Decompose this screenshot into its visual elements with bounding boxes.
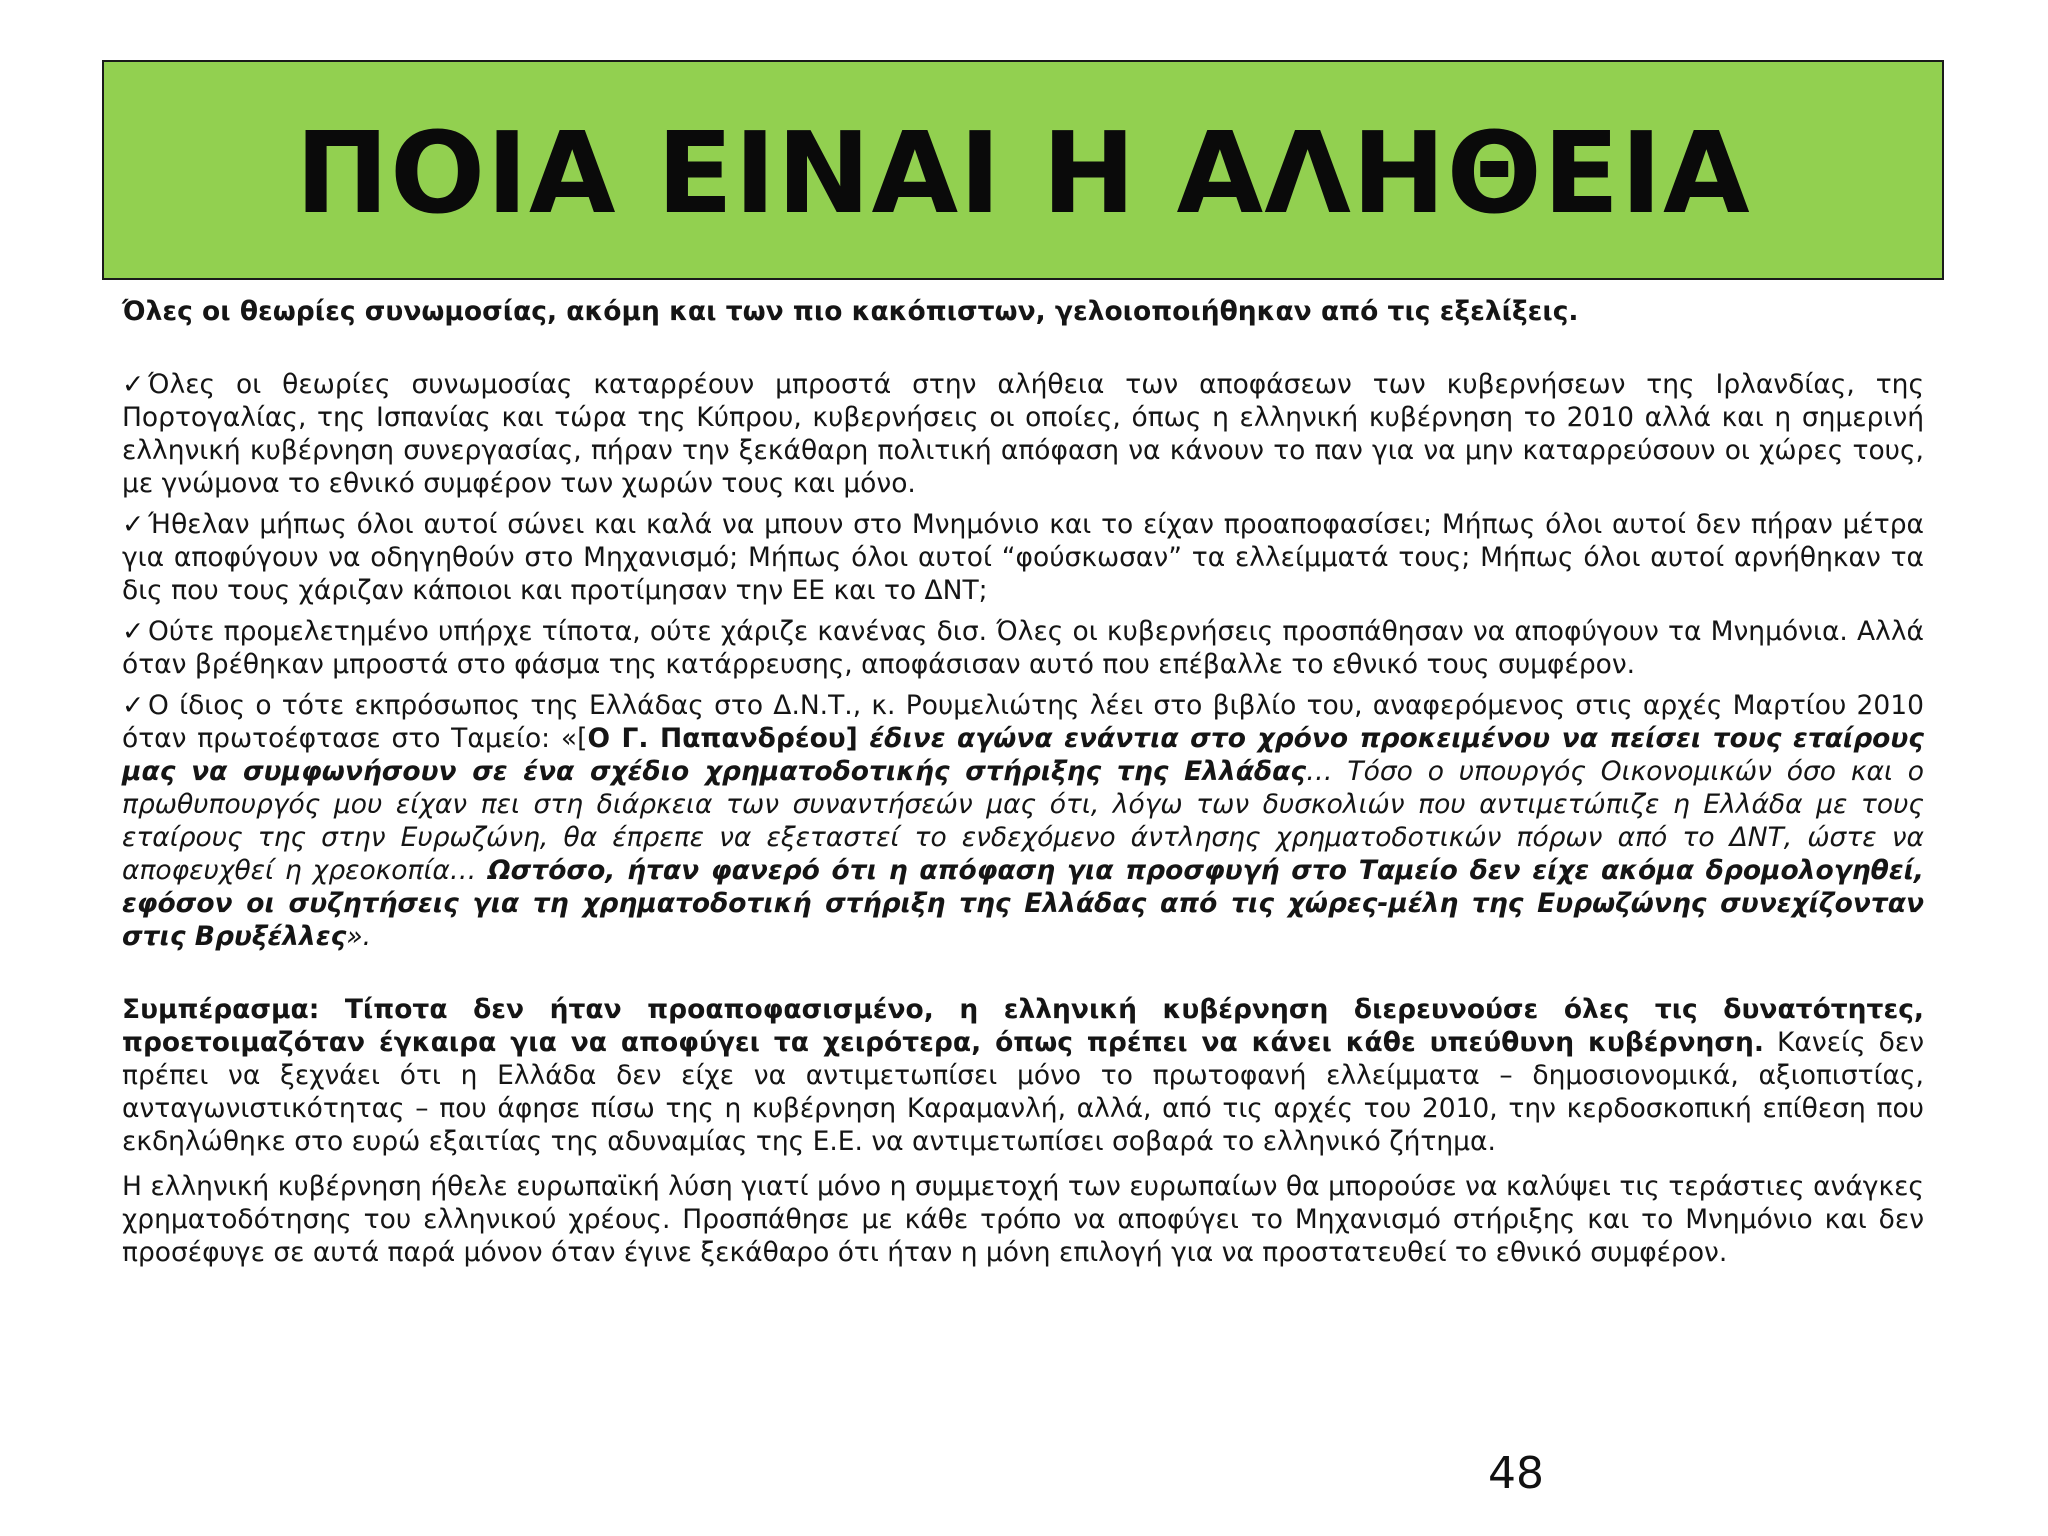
check-icon: ✓	[122, 616, 145, 647]
check-icon: ✓	[122, 509, 145, 540]
check-icon: ✓	[122, 369, 145, 400]
final-paragraph: Η ελληνική κυβέρνηση ήθελε ευρωπαϊκή λύση γιατί μόνο η συμμετοχή των ευρωπαίων θα μπορούσε να καλύψει τις τεράστιες ανάγκες χρηματοδότησης του ελληνικού χρέους. Προσπάθησε με κάθε τρόπο να αποφύγει το Μηχανισμό στήριξης και το Μνημόνιο και δεν προσέφυγε σε αυτά παρά μόνον όταν έγινε ξεκάθαρο ότι ήταν η μόνη επιλογή για να προστατευθεί το εθνικό συμφέρον.	[122, 1171, 1924, 1268]
quote-bracket-name: Ο Γ. Παπανδρέου]	[587, 723, 858, 754]
conclusion-paragraph	[122, 993, 1924, 1158]
title-banner	[102, 60, 1944, 280]
spacer	[122, 961, 1924, 993]
bullet-text: Ήθελαν μήπως όλοι αυτοί σώνει και καλά να μπουν στο Μνημόνιο και το είχαν προαποφασίσει; Μήπως όλοι αυτοί δεν πήραν μέτρα για αποφύγουν να οδηγηθούν στο Μηχανισμό; Μήπως όλοι αυτοί “φούσκωσαν” τα ελλείμματά τους; Μήπως όλοι αυτοί αρνήθηκαν τα δις που τους χάριζαν κάποιοι και προτίμησαν την ΕΕ και το ΔΝΤ;	[122, 509, 1924, 606]
page-number: 48	[1488, 1448, 1544, 1499]
bullet-item-1	[122, 368, 1924, 500]
bullet-item-4	[122, 689, 1924, 953]
conclusion-bold: Συμπέρασμα: Τίποτα δεν ήταν προαποφασισμένο, η ελληνική κυβέρνηση διερευνούσε όλες τις δυνατότητες, προετοιμαζόταν έγκαιρα για να αποφύγει τα χειρότερα, όπως πρέπει να κάνει κάθε υπεύθυνη κυβέρνηση.	[122, 994, 1924, 1058]
bullet-item-3	[122, 615, 1924, 681]
lead-statement: Όλες οι θεωρίες συνωμοσίας, ακόμη και των πιο κακόπιστων, γελοιοποιήθηκαν από τις εξελίξεις.	[122, 296, 1579, 327]
bullet-item-2	[122, 508, 1924, 607]
bullet-text: Όλες οι θεωρίες συνωμοσίας καταρρέουν μπροστά στην αλήθεια των αποφάσεων των κυβερνήσεων της Ιρλανδίας, της Πορτογαλίας, της Ισπανίας και τώρα της Κύπρου, κυβερνήσεις οι οποίες, όπως η ελληνική κυβέρνηση το 2010 αλλά και η σημερινή ελληνική κυβέρνηση συνεργασίας, πήραν την ξεκάθαρη πολιτική απόφαση να κάνουν το παν για να μην καταρρεύσουν οι χώρες τους, με γνώμονα το εθνικό συμφέρον των χωρών τους και μόνο.	[122, 369, 1924, 499]
page-title: ΠΟΙΑ ΕΙΝΑΙ Η ΑΛΗΘΕΙΑ	[295, 109, 1751, 239]
conclusion-text: Κανείς δεν πρέπει να ξεχνάει ότι η Ελλάδα δεν είχε να αντιμετωπίσει μόνο το πρωτοφανή ελλείμματα – δημοσιονομικά, αξιοπιστίας, ανταγωνιστικότητας – που άφησε πίσω της η κυβέρνηση Καραμανλή, αλλά, από τις αρχές του 2010, την κερδοσκοπική επίθεση που εκδηλώθηκε στο ευρώ εξαιτίας της αδυναμίας της Ε.Ε. να αντιμετωπίσει σοβαρά το ελληνικό ζήτημα.	[122, 1027, 1924, 1157]
quote-emphasis-1: έδινε αγώνα ενάντια στο χρόνο προκειμένου να πείσει τους εταίρους μας να συμφωνήσουν σε ένα σχέδιο χρηματοδοτικής στήριξης της Ελλάδας	[122, 723, 1924, 787]
quote-body: … Τόσο ο υπουργός Οικονομικών όσο και ο πρωθυπουργός μου είχαν πει στη διάρκεια των συναντήσεών μας ότι, λόγω των δυσκολιών που αντιμετώπιζε η Ελλάδα με τους εταίρους της στην Ευρωζώνη, θα έπρεπε να εξεταστεί το ενδεχόμενο άντλησης χρηματοδοτικών πόρων από το ΔΝΤ, ώστε να αποφευχθεί η χρεοκοπία…	[122, 756, 1924, 886]
slide-body	[122, 295, 1924, 1269]
check-icon: ✓	[122, 690, 145, 721]
quote-intro: Ο ίδιος ο τότε εκπρόσωπος της Ελλάδας στο Δ.Ν.Τ., κ. Ρουμελιώτης λέει στο βιβλίο του, αναφερόμενος στις αρχές Μαρτίου 2010 όταν πρωτοέφτασε στο Ταμείο: «[	[122, 690, 1924, 754]
quote-emphasis-2: Ωστόσο, ήταν φανερό ότι η απόφαση για προσφυγή στο Ταμείο δεν είχε ακόμα δρομολογηθεί, εφόσον οι συζητήσεις για τη χρηματοδοτική στήριξη της Ελλάδας από τις χώρες-μέλη της Ευρωζώνης συνεχίζονταν στις Βρυξέλλες	[122, 855, 1924, 952]
quote-close: ».	[346, 921, 372, 952]
bullet-text: Ούτε προμελετημένο υπήρχε τίποτα, ούτε χάριζε κανένας δισ. Όλες οι κυβερνήσεις προσπάθησαν να αποφύγουν τα Μνημόνια. Αλλά όταν βρέθηκαν μπροστά στο φάσμα της κατάρρευσης, αποφάσισαν αυτό που επέβαλλε το εθνικό τους συμφέρον.	[122, 616, 1924, 680]
